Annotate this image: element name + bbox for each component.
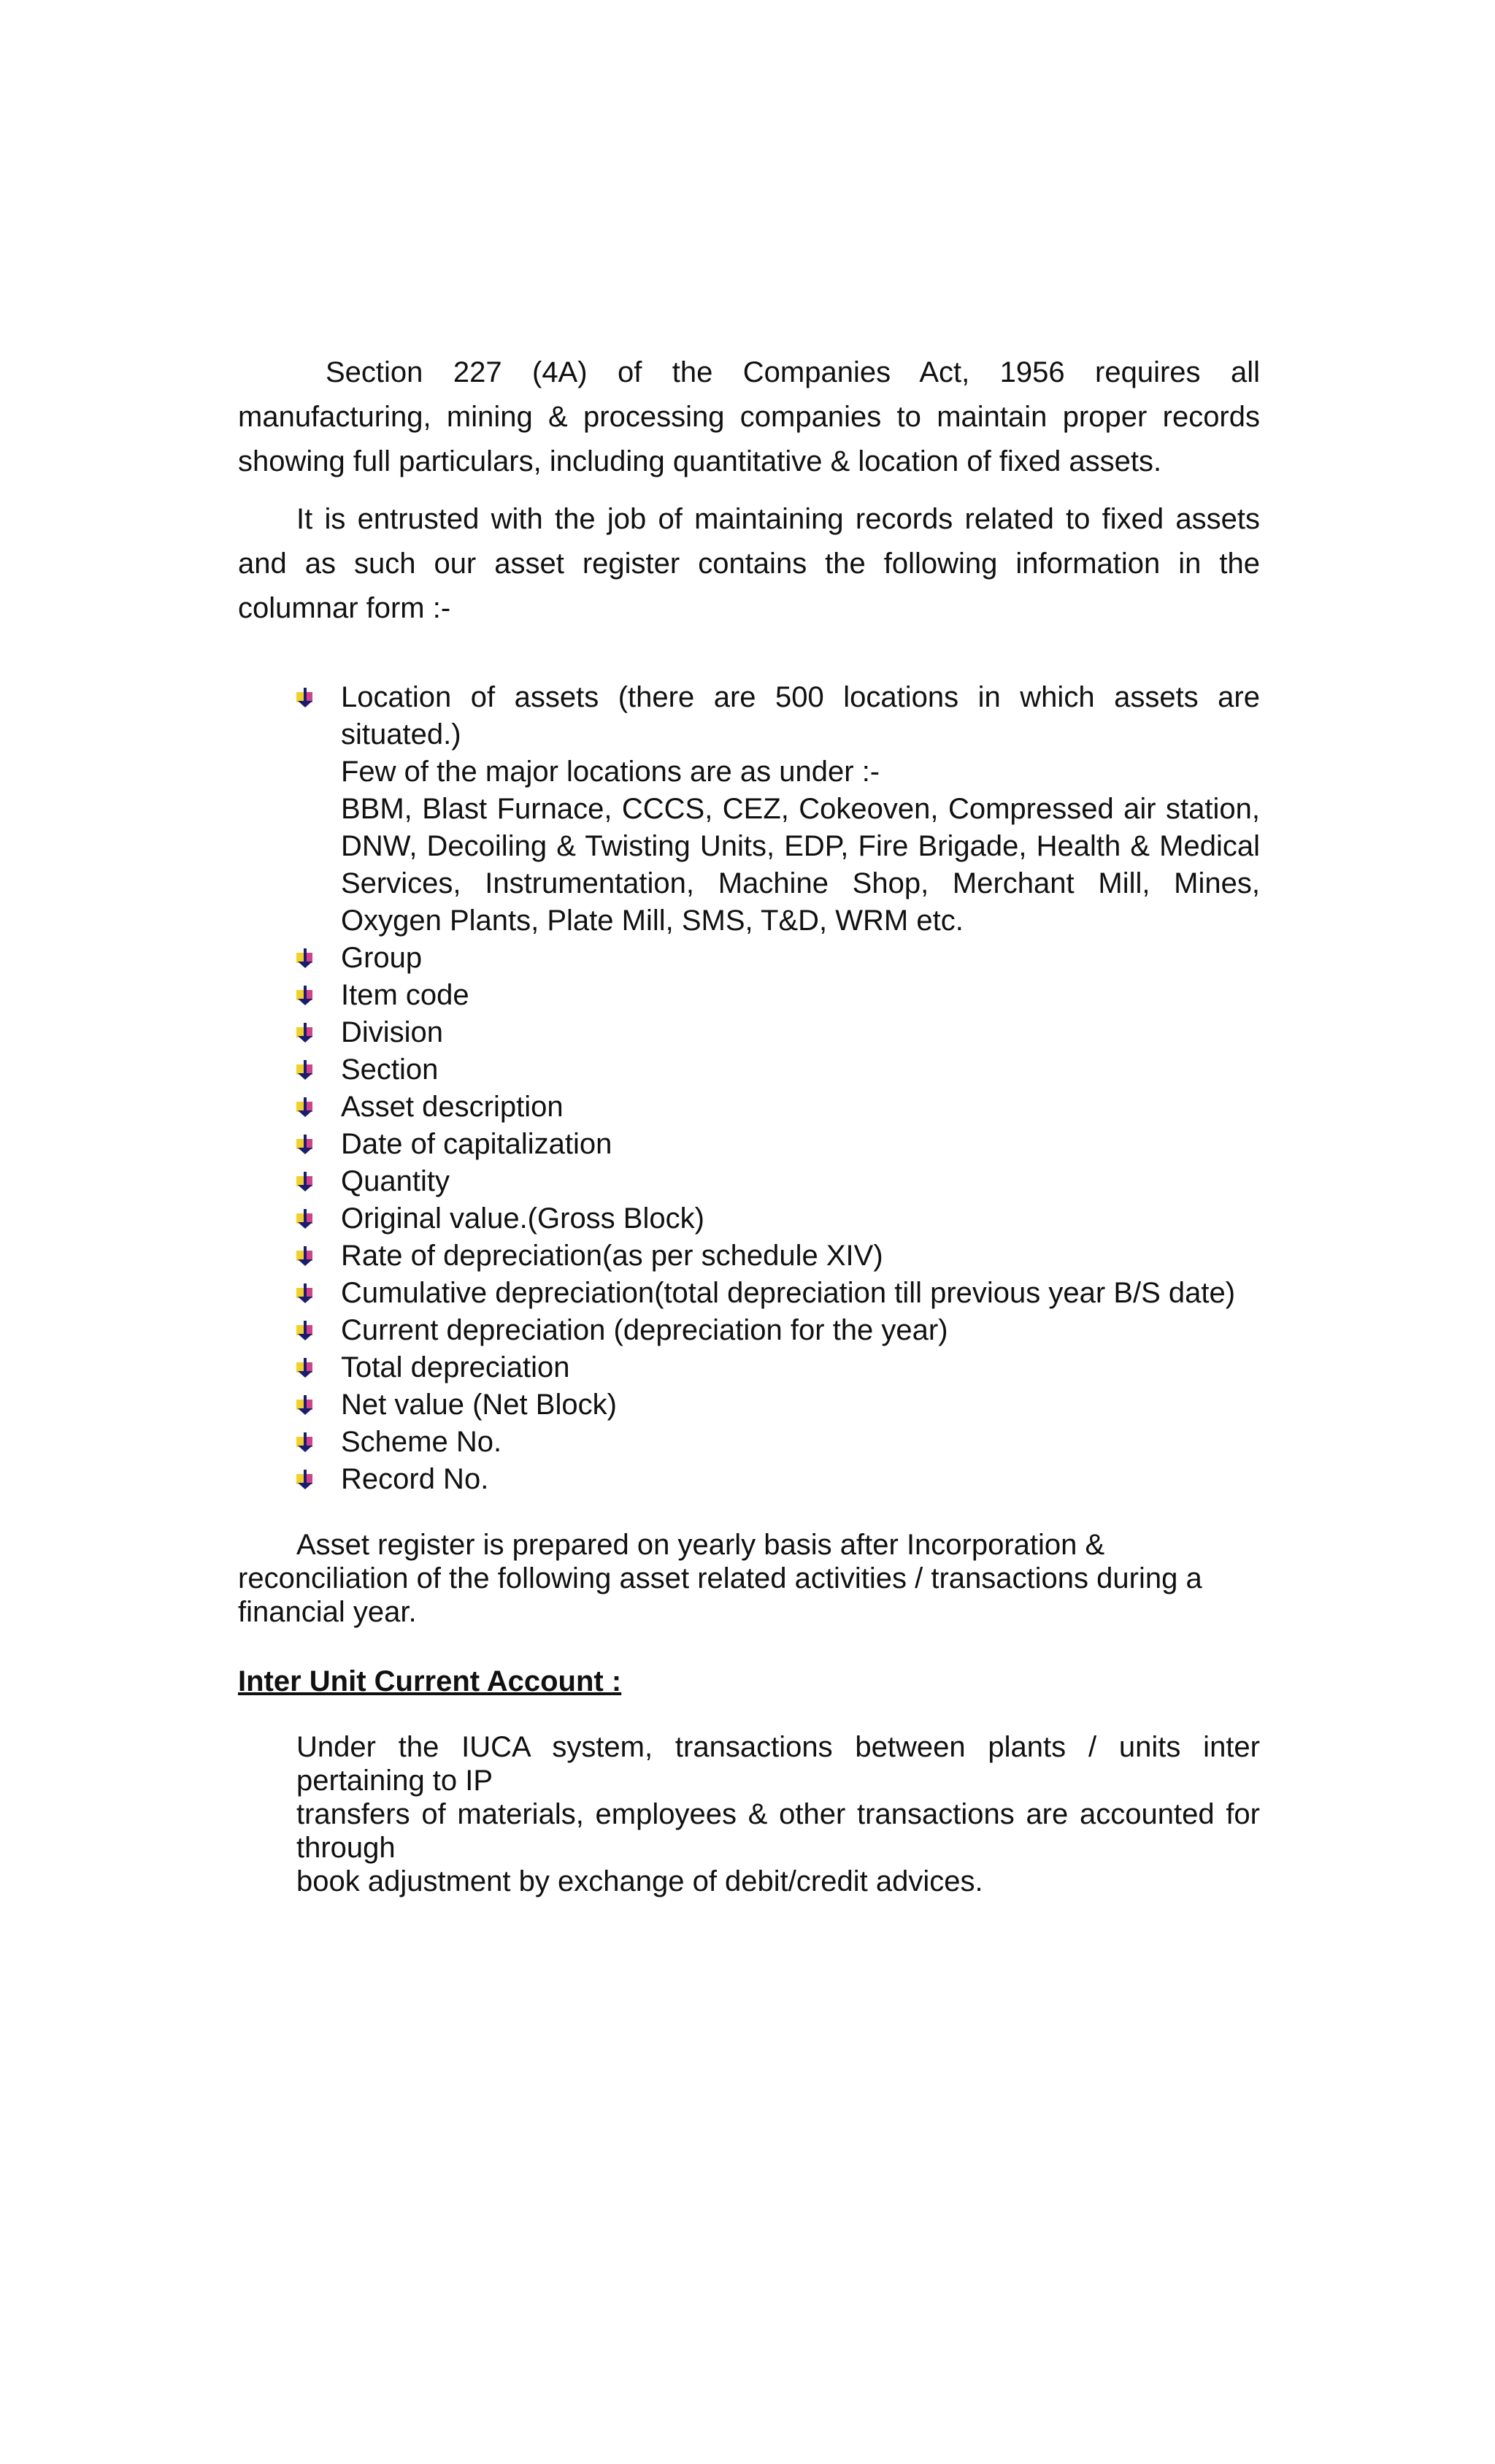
list-item [295,1461,1260,1498]
list-item [295,1275,1260,1312]
register-paragraph: Asset register is prepared on yearly basis after Incorporation & reconciliation of the following asset related activities / transactions during a financial year. [238,1529,1202,1628]
bullet-arrow-icon [295,1470,315,1490]
bullet-arrow-icon [295,1432,315,1453]
location-text: Location of assets (there are 500 locations in which assets are situated.) [341,681,1260,751]
intro-paragraph-1: Section 227 (4A) of the Companies Act, 1956 requires all manufacturing, mining & processing companies to maintain proper records showing full particulars, including quantitative & location of fixed assets. [238,356,1260,477]
list-item [295,1051,1260,1089]
list-item-label: Section [341,1053,439,1086]
bullet-arrow-icon [295,1209,315,1229]
list-item [295,977,1260,1014]
list-item [295,1424,1260,1461]
bullet-arrow-icon [295,1395,315,1416]
list-item [295,1014,1260,1051]
list-item [295,1163,1260,1200]
list-item-label: Cumulative depreciation(total depreciation till previous year B/S date) [341,1277,1236,1309]
bullet-arrow-icon [295,948,315,969]
list-item-label: Total depreciation [341,1351,570,1383]
list-item-label: Original value.(Gross Block) [341,1202,704,1235]
bullet-arrow-icon [295,1060,315,1081]
bullet-arrow-icon [295,1283,315,1304]
bullet-arrow-icon [295,1023,315,1043]
bullet-arrow-icon [295,1135,315,1155]
iuca-line-3: book adjustment by exchange of debit/credit advices. [296,1865,983,1897]
list-item-label: Rate of depreciation(as per schedule XIV) [341,1240,883,1272]
location-names: BBM, Blast Furnace, CCCS, CEZ, Cokeoven, Compressed air station, DNW, Decoiling & Twisting Units, EDP, Fire Brigade, Health & Medical Services, Instrumentation, Machine Shop, Merchant Mill, Mines, Oxygen Plants, Plate Mill, SMS, T&D, WRM etc. [341,793,1260,937]
asset-register-fields-list [295,679,1260,1498]
list-item [295,1386,1260,1424]
list-item-label: Scheme No. [341,1426,502,1458]
intro-paragraph-2: It is entrusted with the job of maintaining records related to fixed assets and as such our asset register contains the following information in the columnar form :- [238,503,1260,624]
iuca-paragraph [296,1730,1260,1898]
list-item [295,1312,1260,1349]
list-item-label: Net value (Net Block) [341,1389,617,1421]
iuca-line-1: Under the IUCA system, transactions between plants / units inter pertaining to IP [296,1731,1260,1797]
list-item-location [295,679,1260,940]
list-item-label: Quantity [341,1165,450,1197]
list-item-label: Group [341,942,423,974]
list-item [295,1349,1260,1386]
bullet-arrow-icon [295,688,315,708]
iuca-heading: Inter Unit Current Account : [238,1665,622,1697]
bullet-arrow-icon [295,1246,315,1267]
bullet-arrow-icon [295,1358,315,1378]
list-item-label: Asset description [341,1091,564,1123]
list-item [295,1126,1260,1163]
list-item-label: Item code [341,979,469,1011]
list-item-label: Current depreciation (depreciation for the year) [341,1314,948,1346]
bullet-arrow-icon [295,986,315,1006]
list-item-label: Division [341,1016,444,1048]
bullet-arrow-icon [295,1172,315,1192]
list-item-label: Record No. [341,1463,489,1495]
bullet-arrow-icon [295,1097,315,1118]
list-item [295,1200,1260,1237]
location-subheading: Few of the major locations are as under :- [341,756,880,788]
bullet-arrow-icon [295,1321,315,1341]
list-item [295,940,1260,977]
list-item-label: Date of capitalization [341,1128,612,1160]
list-item [295,1237,1260,1275]
list-item [295,1089,1260,1126]
iuca-line-2: transfers of materials, employees & other transactions are accounted for through [296,1798,1260,1864]
